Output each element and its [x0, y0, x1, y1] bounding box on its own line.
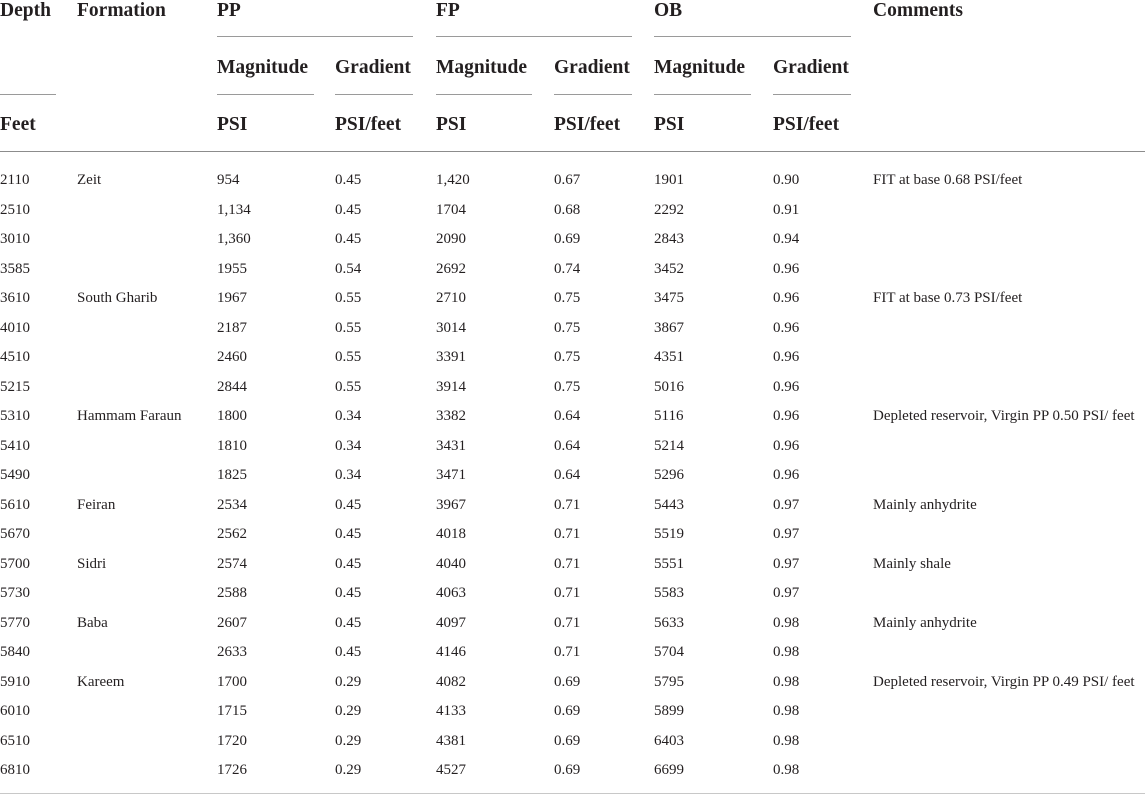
- cell-pp-grad: 0.45: [335, 614, 362, 631]
- cell-ob-grad: 0.96: [773, 408, 800, 424]
- cell-depth: 5410: [0, 437, 30, 454]
- cell-ob-grad: 0.96: [773, 467, 800, 483]
- cell-ob-mag: 5795: [654, 673, 684, 690]
- cell-comment: FIT at base 0.73 PSI/feet: [873, 290, 1023, 306]
- cell-depth: 4010: [0, 319, 30, 336]
- cell-comment: Depleted reservoir, Virgin PP 0.49 PSI/ feet: [873, 673, 1135, 690]
- cell-pp-mag: 1720: [217, 732, 247, 749]
- cell-depth: 3585: [0, 260, 30, 277]
- cell-fp-grad: 0.75: [554, 290, 581, 306]
- cell-pp-grad: 0.45: [335, 555, 362, 572]
- cell-depth: 6510: [0, 732, 30, 749]
- unit-pp-gradient: PSI/feet: [335, 114, 402, 135]
- depth-unit-rule: [0, 94, 56, 95]
- header-fp-magnitude: Magnitude: [436, 57, 528, 78]
- cell-pp-grad: 0.29: [335, 732, 362, 749]
- cell-ob-mag: 5443: [654, 496, 684, 513]
- cell-ob-grad: 0.98: [773, 762, 800, 778]
- cell-formation: Feiran: [77, 496, 116, 513]
- cell-formation: Zeit: [77, 172, 102, 188]
- cell-formation: South Gharib: [77, 290, 158, 306]
- cell-fp-grad: 0.71: [554, 644, 581, 660]
- cell-formation: Hammam Faraun: [77, 408, 182, 424]
- cell-ob-grad: 0.91: [773, 201, 800, 218]
- cell-ob-grad: 0.96: [773, 437, 800, 454]
- cell-pp-grad: 0.34: [335, 408, 362, 424]
- cell-ob-mag: 5633: [654, 614, 684, 631]
- cell-ob-mag: 3452: [654, 260, 684, 277]
- cell-ob-grad: 0.98: [773, 703, 800, 719]
- cell-fp-grad: 0.69: [554, 762, 581, 778]
- fp-grad-unit-rule: [554, 94, 632, 95]
- cell-fp-mag: 4063: [436, 585, 466, 601]
- cell-fp-mag: 4040: [436, 555, 466, 572]
- cell-fp-mag: 4097: [436, 614, 466, 631]
- cell-depth: 3610: [0, 290, 30, 306]
- header-ob-gradient: Gradient: [773, 57, 849, 78]
- cell-ob-mag: 6403: [654, 732, 684, 749]
- cell-ob-grad: 0.96: [773, 378, 800, 395]
- cell-fp-grad: 0.74: [554, 260, 581, 277]
- cell-ob-grad: 0.98: [773, 673, 800, 690]
- cell-ob-mag: 5583: [654, 585, 684, 601]
- cell-pp-grad: 0.45: [335, 231, 362, 247]
- cell-fp-grad: 0.64: [554, 408, 581, 424]
- cell-fp-mag: 3014: [436, 319, 466, 336]
- cell-pp-grad: 0.45: [335, 496, 362, 513]
- cell-fp-grad: 0.68: [554, 201, 581, 218]
- cell-pp-grad: 0.55: [335, 290, 362, 306]
- header-bottom-rule: [0, 151, 1145, 152]
- cell-fp-grad: 0.67: [554, 172, 581, 188]
- cell-pp-grad: 0.54: [335, 260, 362, 277]
- cell-ob-grad: 0.97: [773, 496, 800, 513]
- cell-comment: Depleted reservoir, Virgin PP 0.50 PSI/ feet: [873, 408, 1135, 424]
- cell-fp-grad: 0.75: [554, 378, 581, 395]
- cell-pp-grad: 0.34: [335, 437, 362, 454]
- header-pp-gradient: Gradient: [335, 57, 411, 78]
- cell-pp-mag: 1,360: [217, 231, 251, 247]
- unit-fp-gradient: PSI/feet: [554, 114, 621, 135]
- cell-depth: 5310: [0, 408, 30, 424]
- cell-pp-mag: 1825: [217, 467, 247, 483]
- cell-pp-mag: 2607: [217, 614, 247, 631]
- cell-ob-grad: 0.96: [773, 319, 800, 336]
- cell-depth: 5730: [0, 585, 30, 601]
- cell-fp-mag: 1,420: [436, 172, 470, 188]
- cell-fp-mag: 1704: [436, 201, 466, 218]
- cell-depth: 5215: [0, 378, 30, 395]
- cell-depth: 2110: [0, 172, 30, 188]
- cell-pp-mag: 2844: [217, 378, 247, 395]
- cell-pp-grad: 0.45: [335, 201, 362, 218]
- cell-ob-mag: 5551: [654, 555, 684, 572]
- cell-fp-mag: 2090: [436, 231, 466, 247]
- cell-pp-mag: 2633: [217, 644, 247, 660]
- cell-ob-mag: 5899: [654, 703, 684, 719]
- cell-fp-mag: 2710: [436, 290, 466, 306]
- cell-ob-grad: 0.96: [773, 260, 800, 277]
- cell-depth: 5910: [0, 673, 30, 690]
- cell-comment: Mainly anhydrite: [873, 614, 977, 631]
- cell-pp-mag: 2187: [217, 319, 247, 336]
- pp-grad-unit-rule: [335, 94, 413, 95]
- fp-group-rule: [436, 36, 632, 37]
- cell-depth: 4510: [0, 349, 30, 365]
- cell-ob-mag: 4351: [654, 349, 684, 365]
- cell-pp-grad: 0.29: [335, 703, 362, 719]
- cell-pp-grad: 0.45: [335, 526, 362, 542]
- cell-ob-grad: 0.90: [773, 172, 800, 188]
- unit-pp-magnitude: PSI: [217, 114, 248, 135]
- cell-ob-grad: 0.97: [773, 585, 800, 601]
- cell-pp-grad: 0.29: [335, 762, 362, 778]
- cell-fp-grad: 0.71: [554, 585, 581, 601]
- cell-fp-mag: 4381: [436, 732, 466, 749]
- ob-grad-unit-rule: [773, 94, 851, 95]
- header-ob: OB: [654, 0, 683, 21]
- cell-pp-mag: 954: [217, 172, 240, 188]
- cell-comment: FIT at base 0.68 PSI/feet: [873, 172, 1023, 188]
- cell-pp-mag: 2562: [217, 526, 247, 542]
- cell-pp-grad: 0.45: [335, 644, 362, 660]
- cell-fp-mag: 4133: [436, 703, 466, 719]
- cell-pp-mag: 1700: [217, 673, 247, 690]
- cell-ob-mag: 6699: [654, 762, 684, 778]
- cell-ob-grad: 0.97: [773, 555, 800, 572]
- cell-formation: Sidri: [77, 555, 107, 572]
- cell-fp-grad: 0.64: [554, 437, 581, 454]
- header-pp-magnitude: Magnitude: [217, 57, 309, 78]
- cell-pp-mag: 2460: [217, 349, 247, 365]
- cell-depth: 2510: [0, 201, 30, 218]
- cell-pp-grad: 0.55: [335, 319, 362, 336]
- unit-fp-magnitude: PSI: [436, 114, 467, 135]
- cell-ob-grad: 0.98: [773, 644, 800, 660]
- cell-fp-grad: 0.69: [554, 673, 581, 690]
- cell-fp-grad: 0.71: [554, 555, 581, 572]
- cell-ob-mag: 2843: [654, 231, 684, 247]
- cell-depth: 5610: [0, 496, 30, 513]
- cell-depth: 3010: [0, 231, 30, 247]
- cell-fp-grad: 0.71: [554, 614, 581, 631]
- header-pp: PP: [217, 0, 241, 21]
- header-formation: Formation: [77, 0, 166, 21]
- unit-ob-magnitude: PSI: [654, 114, 685, 135]
- cell-formation: Baba: [77, 614, 108, 631]
- header-fp-gradient: Gradient: [554, 57, 630, 78]
- cell-comment: Mainly shale: [873, 555, 951, 572]
- cell-fp-mag: 4527: [436, 762, 466, 778]
- cell-pp-grad: 0.55: [335, 349, 362, 365]
- cell-depth: 5670: [0, 526, 30, 542]
- cell-fp-grad: 0.75: [554, 319, 581, 336]
- cell-pp-mag: 2534: [217, 496, 247, 513]
- cell-fp-grad: 0.71: [554, 496, 581, 513]
- cell-ob-mag: 5016: [654, 378, 684, 395]
- cell-fp-mag: 3967: [436, 496, 466, 513]
- pp-mag-unit-rule: [217, 94, 314, 95]
- cell-ob-mag: 3867: [654, 319, 684, 336]
- cell-pp-mag: 1955: [217, 260, 247, 277]
- cell-depth: 5770: [0, 614, 30, 631]
- cell-fp-mag: 4146: [436, 644, 466, 660]
- cell-fp-mag: 3914: [436, 378, 466, 395]
- cell-comment: Mainly anhydrite: [873, 496, 977, 513]
- header-depth: Depth: [0, 0, 51, 21]
- cell-pp-mag: 1715: [217, 703, 247, 719]
- cell-depth: 5840: [0, 644, 30, 660]
- cell-pp-mag: 1,134: [217, 201, 251, 218]
- cell-ob-mag: 5704: [654, 644, 684, 660]
- cell-fp-mag: 2692: [436, 260, 466, 277]
- cell-pp-grad: 0.45: [335, 585, 362, 601]
- cell-pp-mag: 1800: [217, 408, 247, 424]
- cell-ob-grad: 0.96: [773, 349, 800, 365]
- cell-pp-grad: 0.55: [335, 378, 362, 395]
- cell-fp-grad: 0.69: [554, 231, 581, 247]
- cell-ob-mag: 1901: [654, 172, 684, 188]
- cell-fp-grad: 0.64: [554, 467, 581, 483]
- cell-pp-mag: 2574: [217, 555, 247, 572]
- ob-mag-unit-rule: [654, 94, 751, 95]
- cell-depth: 5700: [0, 555, 30, 572]
- cell-ob-grad: 0.97: [773, 526, 800, 542]
- cell-fp-mag: 3391: [436, 349, 466, 365]
- cell-fp-mag: 3382: [436, 408, 466, 424]
- cell-ob-grad: 0.96: [773, 290, 800, 306]
- cell-ob-mag: 5116: [654, 408, 684, 424]
- header-comments: Comments: [873, 0, 963, 21]
- cell-depth: 6810: [0, 762, 30, 778]
- cell-fp-grad: 0.69: [554, 703, 581, 719]
- table-bottom-rule: [0, 793, 1145, 794]
- cell-ob-mag: 5214: [654, 437, 684, 454]
- cell-pp-grad: 0.45: [335, 172, 362, 188]
- cell-ob-mag: 5296: [654, 467, 684, 483]
- fp-mag-unit-rule: [436, 94, 532, 95]
- cell-ob-mag: 3475: [654, 290, 684, 306]
- cell-ob-grad: 0.98: [773, 732, 800, 749]
- cell-fp-grad: 0.75: [554, 349, 581, 365]
- unit-depth: Feet: [0, 114, 36, 135]
- cell-fp-mag: 4018: [436, 526, 466, 542]
- cell-pp-grad: 0.29: [335, 673, 362, 690]
- cell-ob-mag: 2292: [654, 201, 684, 218]
- cell-pp-mag: 1726: [217, 762, 247, 778]
- header-ob-magnitude: Magnitude: [654, 57, 746, 78]
- cell-ob-grad: 0.94: [773, 231, 800, 247]
- header-fp: FP: [436, 0, 460, 21]
- cell-depth: 5490: [0, 467, 30, 483]
- cell-fp-grad: 0.71: [554, 526, 581, 542]
- cell-fp-mag: 3431: [436, 437, 466, 454]
- cell-formation: Kareem: [77, 673, 125, 690]
- cell-fp-grad: 0.69: [554, 732, 581, 749]
- ob-group-rule: [654, 36, 851, 37]
- cell-pp-mag: 2588: [217, 585, 247, 601]
- cell-fp-mag: 4082: [436, 673, 466, 690]
- cell-pp-grad: 0.34: [335, 467, 362, 483]
- cell-pp-mag: 1810: [217, 437, 247, 454]
- unit-ob-gradient: PSI/feet: [773, 114, 840, 135]
- cell-fp-mag: 3471: [436, 467, 466, 483]
- cell-depth: 6010: [0, 703, 30, 719]
- cell-pp-mag: 1967: [217, 290, 247, 306]
- cell-ob-grad: 0.98: [773, 614, 800, 631]
- pp-group-rule: [217, 36, 413, 37]
- cell-ob-mag: 5519: [654, 526, 684, 542]
